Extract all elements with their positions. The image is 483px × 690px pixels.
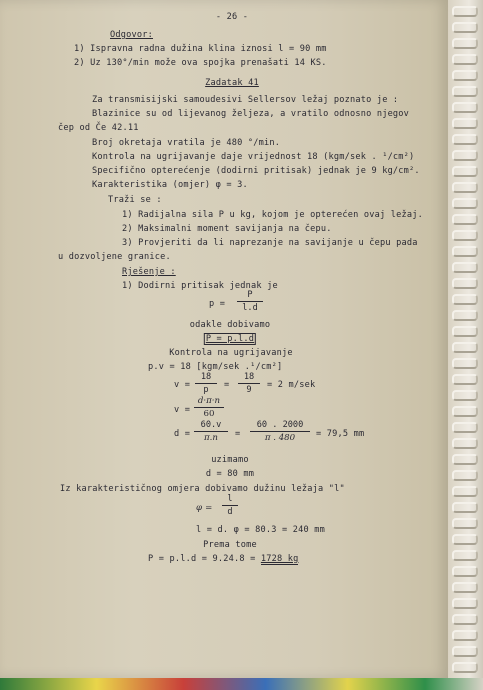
binding-ring — [452, 6, 478, 17]
eq4-numerator-2: 18 — [243, 372, 255, 382]
binding-ring — [452, 614, 478, 625]
binding-ring — [452, 582, 478, 593]
eq10-result: 1728 kg — [260, 554, 299, 564]
task-line-1: Za transmisijski samoudesivi Sellersov ležaj poznato je : — [92, 95, 399, 105]
eq4-fraction-1 — [195, 372, 217, 395]
eq6-equals: = — [235, 429, 241, 439]
binding-ring — [452, 22, 478, 33]
eq6-denominator-2: π . 480 — [264, 433, 296, 443]
binding-ring — [452, 518, 478, 529]
eq5-numerator: d·π·n — [197, 396, 221, 406]
eq4-fraction-2 — [238, 372, 260, 395]
eq2-boxed — [204, 334, 256, 344]
binding-ring — [452, 310, 478, 321]
eq6-result: = 79,5 mm — [316, 429, 365, 439]
eq6-denominator-1: π.n — [204, 433, 218, 443]
eq4-result: = 2 m/sek — [267, 380, 316, 390]
eq1-left: p = — [209, 299, 226, 309]
binding-ring — [452, 230, 478, 241]
requirement-1: 1) Radijalna sila P u kg, kojom je opterećen ovaj ležaj. — [122, 210, 423, 220]
binding-ring — [452, 102, 478, 113]
derivation-text: odakle dobivamo — [189, 320, 271, 330]
binding-ring — [452, 134, 478, 145]
binding-ring — [452, 406, 478, 417]
eq4-denominator-1: p — [203, 385, 209, 395]
answer-heading: Odgovor: — [110, 30, 153, 40]
eq3: p.v = 18 [kgm/sek .¹/cm²] — [148, 362, 283, 372]
binding-ring — [452, 470, 478, 481]
task-line-5: Kontrola na ugrijavanje daje vrijednost 18 (kgm/sek . ¹/cm²) — [92, 152, 415, 162]
binding-ring — [452, 438, 478, 449]
binding-ring — [452, 294, 478, 305]
binding-ring — [452, 662, 478, 673]
requirements-heading: Traži se : — [108, 195, 162, 205]
binding-ring — [452, 118, 478, 129]
eq4-numerator-1: 18 — [200, 372, 212, 382]
binding-ring — [452, 166, 478, 177]
eq8-fraction — [222, 494, 238, 517]
task-line-6: Specifično opterećenje (dodirni pritisak) jednak je 9 kg/cm². — [92, 166, 420, 176]
task-line-4: Broj okretaja vratila je 480 °/min. — [92, 138, 281, 148]
binding-ring — [452, 374, 478, 385]
requirement-2: 2) Maksimalni moment savijanja na čepu. — [122, 224, 332, 234]
binding-ring — [452, 70, 478, 81]
binding-ring — [452, 262, 478, 273]
heating-check-text: Kontrola na ugrijavanje — [169, 348, 293, 358]
binding-ring — [452, 278, 478, 289]
binding-ring — [452, 86, 478, 97]
requirement-3: 3) Provjeriti da li naprezanje na savijanje u čepu pada — [122, 238, 418, 248]
binding-ring — [452, 646, 478, 657]
eq6-left: d = — [174, 429, 191, 439]
binding-ring — [452, 54, 478, 65]
task-title: Zadatak 41 — [205, 78, 259, 88]
eq1-fraction — [237, 290, 263, 313]
binding-ring — [452, 454, 478, 465]
requirement-3-continued: u dozvoljene granice. — [58, 252, 171, 262]
task-line-2: Blazinice su od lijevanog željeza, a vratilo odnosno njegov — [92, 109, 410, 119]
binding-ring — [452, 502, 478, 513]
binding-ring — [452, 534, 478, 545]
eq8-left: φ = — [196, 503, 213, 513]
desk-surface — [0, 678, 483, 690]
eq4-equals: = — [224, 380, 230, 390]
binding-ring — [452, 422, 478, 433]
rounding-text: uzimamo — [211, 455, 249, 465]
binding-ring — [452, 182, 478, 193]
binding-ring — [452, 342, 478, 353]
binding-ring — [452, 38, 478, 49]
binding-ring — [452, 358, 478, 369]
binding-ring — [452, 390, 478, 401]
eq10-left: P = p.l.d = 9.24.8 = — [148, 554, 261, 564]
task-line-3: čep od Če 42.11 — [58, 123, 139, 133]
eq6-numerator-2: 60 . 2000 — [256, 420, 304, 430]
eq5-left: v = — [174, 405, 191, 415]
task-line-7: Karakteristika (omjer) φ = 3. — [92, 180, 248, 190]
eq6-fraction-1 — [194, 420, 228, 443]
eq6-numerator-1: 60.v — [200, 420, 222, 430]
eq6-fraction-2 — [250, 420, 310, 443]
binding-ring — [452, 486, 478, 497]
eq1-numerator: P — [247, 290, 253, 300]
eq4-denominator-2: 9 — [246, 385, 252, 395]
answer-line-1: 1) Ispravna radna dužina klina iznosi l = 90 mm — [74, 44, 327, 54]
eq1-denominator: l.d — [242, 303, 258, 313]
eq4-left: v = — [174, 380, 191, 390]
binding-ring — [452, 630, 478, 641]
binding-ring — [452, 326, 478, 337]
eq8-numerator: l — [227, 494, 233, 504]
page-number: - 26 - — [215, 12, 249, 22]
eq10 — [148, 554, 298, 564]
conclusion-text: Prema tome — [203, 540, 257, 550]
binding-ring — [452, 598, 478, 609]
eq9: l = d. φ = 80.3 = 240 mm — [196, 525, 325, 535]
binding-ring — [452, 550, 478, 561]
eq7: d = 80 mm — [205, 469, 255, 479]
solution-step-1: 1) Dodirni pritisak jednak je — [122, 281, 278, 291]
solution-heading: Rješenje : — [122, 267, 176, 277]
binding-ring — [452, 566, 478, 577]
eq5-denominator: 60 — [203, 409, 215, 419]
eq2-value: P = p.l.d — [205, 334, 255, 344]
binding-ring — [452, 214, 478, 225]
binding-ring — [452, 246, 478, 257]
answer-line-2: 2) Uz 130°/min može ova spojka prenašati 14 KS. — [74, 58, 327, 68]
binding-ring — [452, 198, 478, 209]
eq8-denominator: d — [227, 507, 233, 517]
eq5-fraction — [194, 396, 224, 419]
binding-ring — [452, 150, 478, 161]
length-text: Iz karakterističnog omjera dobivamo dužinu ležaja "l" — [60, 484, 345, 494]
